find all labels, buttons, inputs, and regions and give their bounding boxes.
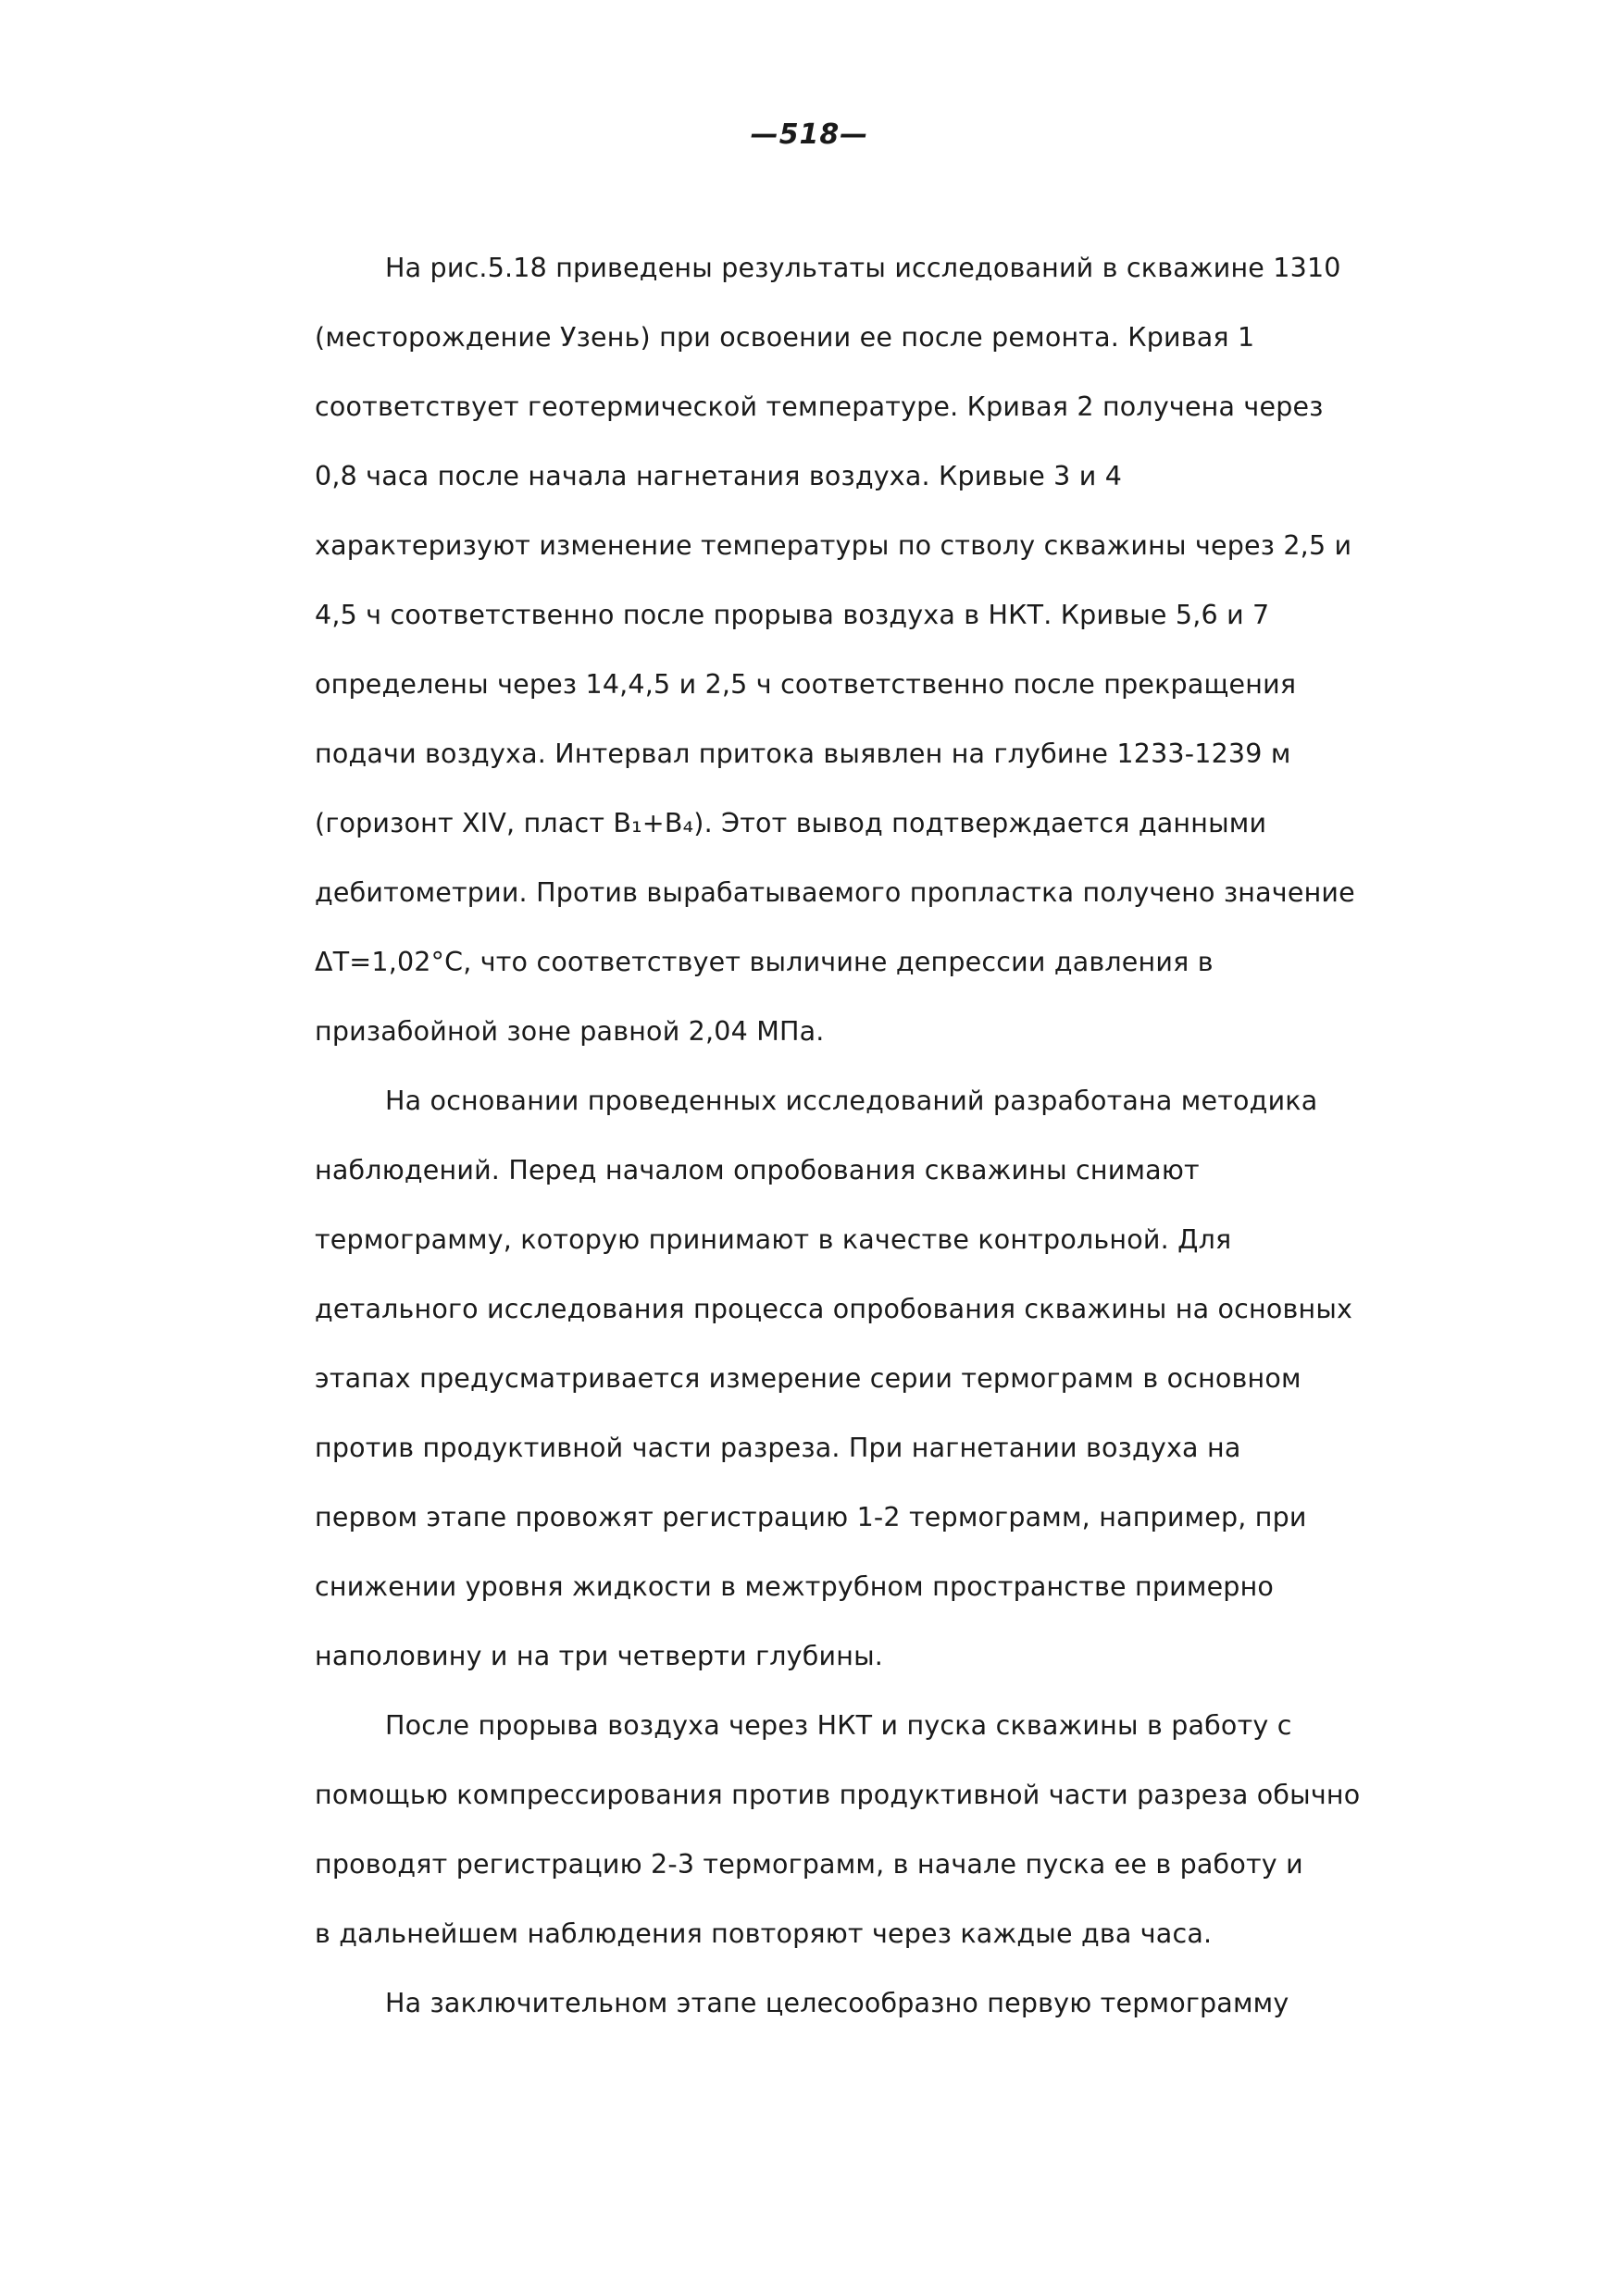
text-line: После прорыва воздуха через НКТ и пуска скважины в работу с [385, 1710, 1292, 1741]
document-body [315, 233, 1361, 2038]
text-line: ΔT=1,02°C, что соответствует выличине депрессии давления в [315, 947, 1214, 977]
text-line: детального исследования процесса опробования скважины на основных [315, 1294, 1353, 1324]
text-line: дебитометрии. Против вырабатываемого пропластка получено значение [315, 877, 1355, 908]
text-line: против продуктивной части разреза. При нагнетании воздуха на [315, 1433, 1241, 1463]
text-line: На основании проведенных исследований разработана методика [385, 1086, 1318, 1116]
text-line: снижении уровня жидкости в межтрубном пространстве примерно [315, 1571, 1275, 1602]
text-line: призабойной зоне равной 2,04 МПа. [315, 1016, 825, 1047]
text-line: в дальнейшем наблюдения повторяют через каждые два часа. [315, 1918, 1213, 1949]
text-line: 4,5 ч соответственно после прорыва воздуха в НКТ. Кривые 5,6 и 7 [315, 600, 1270, 630]
text-line: первом этапе провожят регистрацию 1-2 термограмм, например, при [315, 1502, 1307, 1533]
text-line: наполовину и на три четверти глубины. [315, 1641, 884, 1671]
text-line: термограмму, которую принимают в качестве контрольной. Для [315, 1224, 1232, 1255]
text-line: характеризуют изменение температуры по стволу скважины через 2,5 и [315, 530, 1352, 561]
text-line: (горизонт XIV, пласт B₁+B₄). Этот вывод подтверждается данными [315, 808, 1267, 838]
text-line: подачи воздуха. Интервал притока выявлен на глубине 1233-1239 м [315, 738, 1291, 769]
text-line: На рис.5.18 приведены результаты исследований в скважине 1310 [385, 253, 1341, 283]
text-line: помощью компрессирования против продуктивной части разреза обычно [315, 1780, 1361, 1810]
text-line: 0,8 часа после начала нагнетания воздуха. Кривые 3 и 4 [315, 461, 1123, 491]
text-line: На заключительном этапе целесообразно первую термограмму [385, 1988, 1289, 2018]
text-line: проводят регистрацию 2-3 термограмм, в начале пуска ее в работу и [315, 1849, 1303, 1880]
page-number: —518— [750, 118, 869, 151]
text-line: (месторождение Узень) при освоении ее после ремонта. Кривая 1 [315, 322, 1255, 353]
text-line: определены через 14,4,5 и 2,5 ч соответственно после прекращения [315, 669, 1297, 700]
text-line: соответствует геотермической температуре. Кривая 2 получена через [315, 391, 1324, 422]
text-line: этапах предусматривается измерение серии термограмм в основном [315, 1363, 1301, 1394]
text-line: наблюдений. Перед началом опробования скважины снимают [315, 1155, 1200, 1185]
